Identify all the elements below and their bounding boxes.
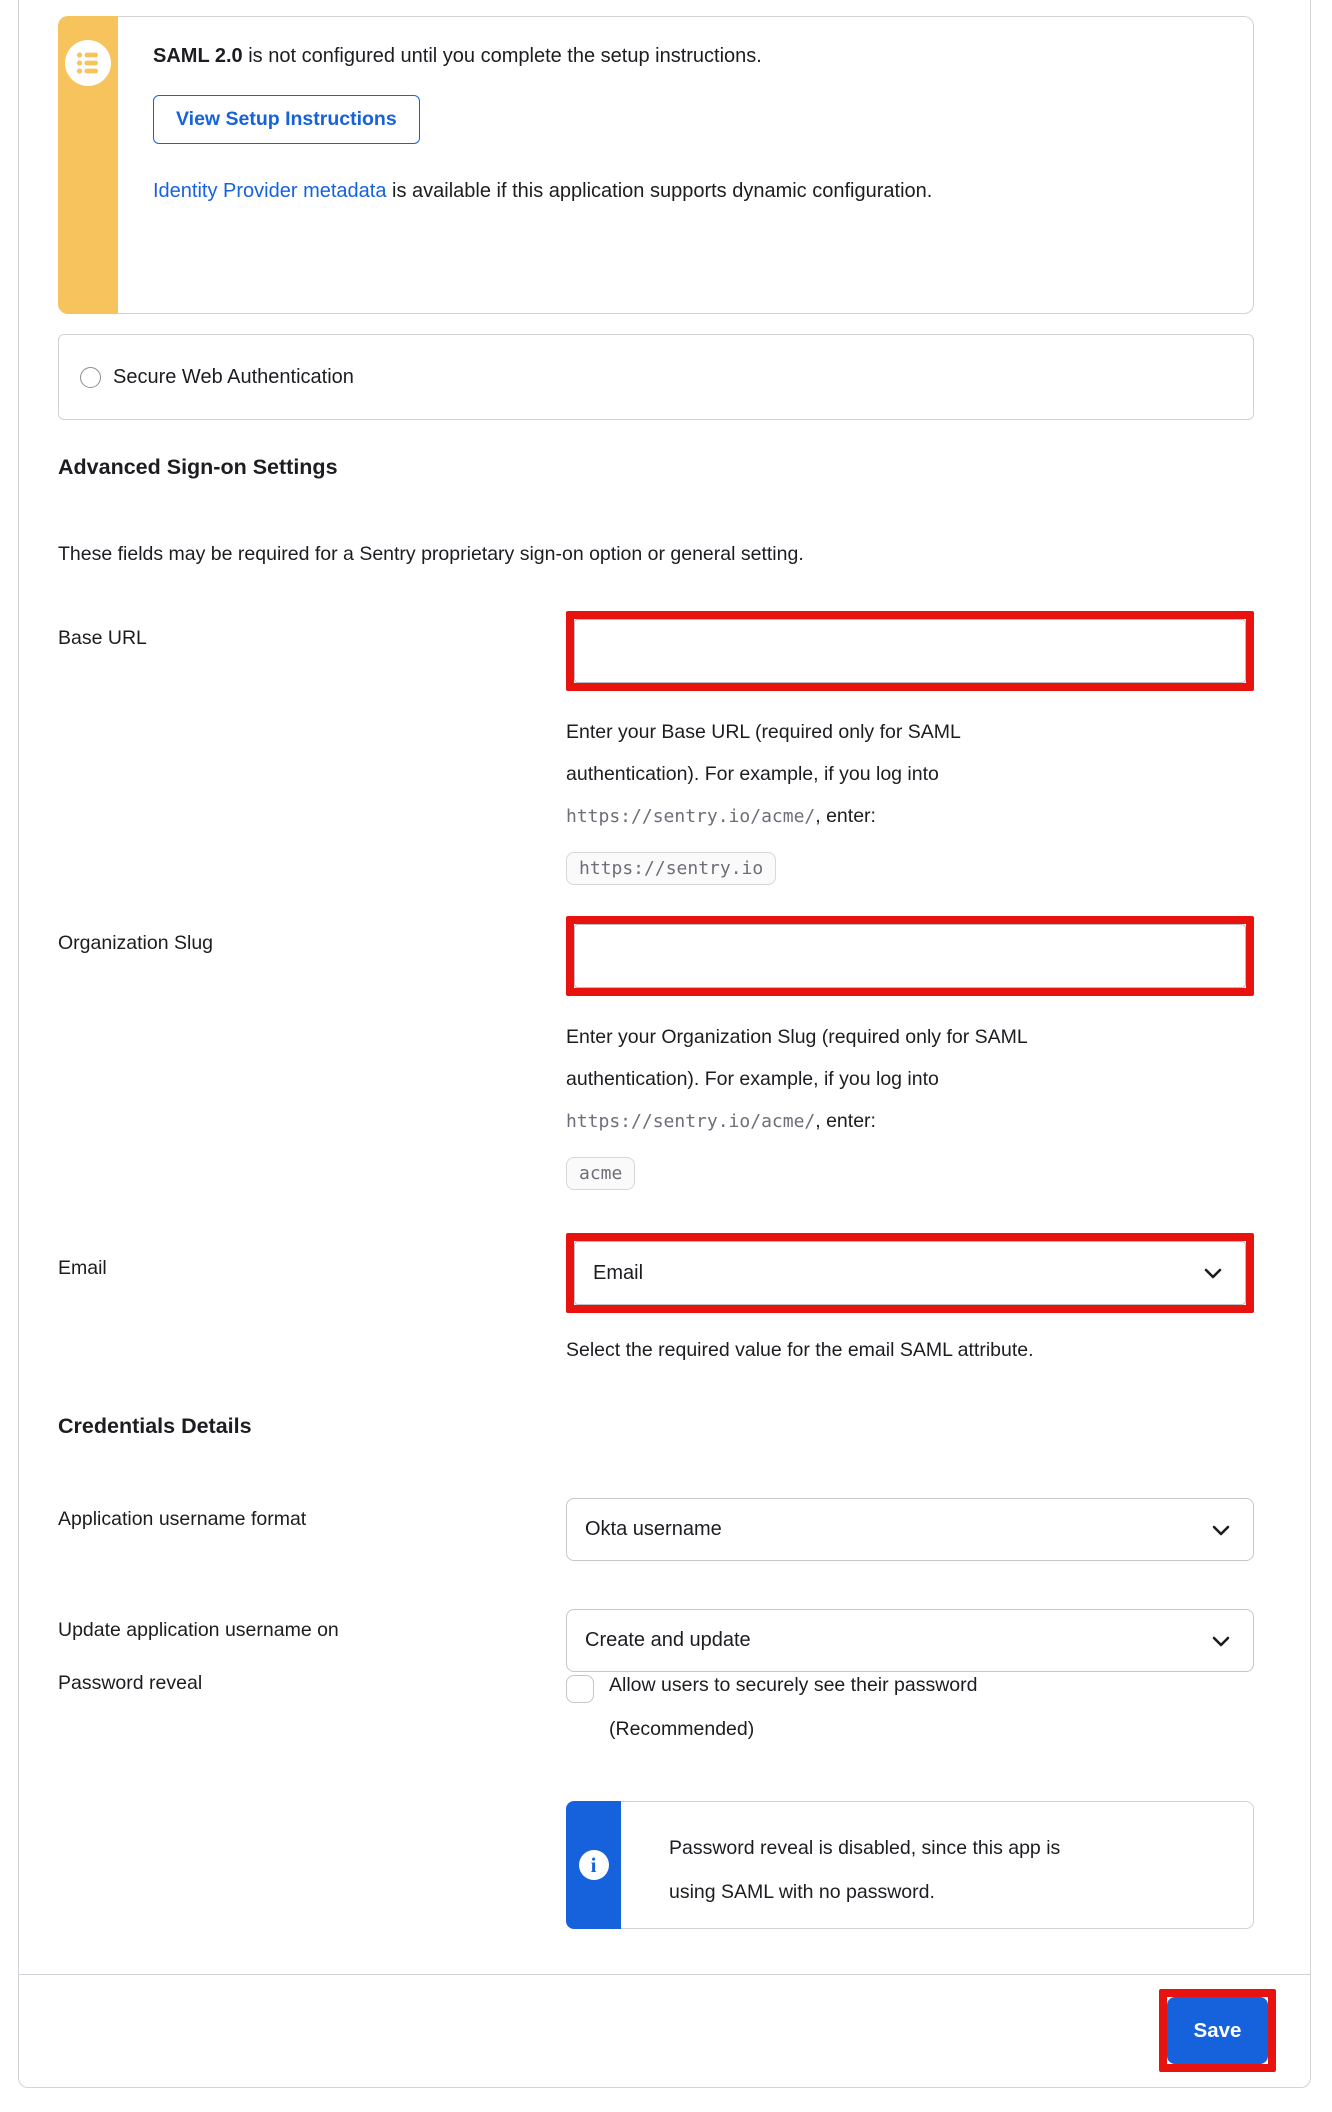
settings-card xyxy=(18,0,1311,2088)
swa-option-box[interactable] xyxy=(58,334,1254,420)
base-url-help-line1: Enter your Base URL (required only for SAML xyxy=(566,721,961,743)
saml-not-configured-callout xyxy=(58,16,1254,314)
password-reveal-text-line1: Allow users to securely see their password xyxy=(609,1674,978,1696)
info-body xyxy=(621,1801,1254,1929)
warning-title-rest: is not configured until you complete the setup instructions. xyxy=(242,45,762,67)
save-button[interactable]: Save xyxy=(1167,1997,1268,2064)
email-select-value: Email xyxy=(593,1261,644,1284)
base-url-input[interactable] xyxy=(574,619,1246,683)
username-format-value: Okta username xyxy=(585,1518,722,1540)
org-slug-control xyxy=(566,916,1254,1190)
org-slug-help-line2: authentication). For example, if you log into xyxy=(566,1068,939,1090)
info-text-line1: Password reveal is disabled, since this app is xyxy=(669,1837,1061,1859)
warning-title-strong: SAML 2.0 xyxy=(153,45,243,67)
password-reveal-label: Password reveal xyxy=(58,1672,203,1694)
password-reveal-text-line2: (Recommended) xyxy=(609,1718,755,1740)
username-format-label: Application username format xyxy=(58,1508,307,1530)
identity-provider-metadata-link[interactable]: Identity Provider metadata xyxy=(153,180,387,202)
org-slug-help-code: https://sentry.io/acme/ xyxy=(566,1111,816,1132)
metadata-text xyxy=(153,170,1133,213)
chevron-down-icon xyxy=(1201,1261,1225,1285)
password-reveal-info-callout xyxy=(566,1801,1254,1929)
info-text-line2: using SAML with no password. xyxy=(669,1881,935,1903)
org-slug-highlight xyxy=(566,916,1254,996)
org-slug-input[interactable] xyxy=(574,924,1246,988)
base-url-label: Base URL xyxy=(58,627,147,649)
swa-radio[interactable] xyxy=(80,367,101,388)
org-slug-help xyxy=(566,1016,1254,1143)
chevron-down-icon xyxy=(1209,1629,1233,1653)
credentials-details-heading: Credentials Details xyxy=(58,1414,252,1438)
info-strip xyxy=(566,1801,621,1929)
chevron-down-icon xyxy=(1209,1518,1233,1542)
password-reveal-checkbox-label xyxy=(609,1663,978,1751)
email-highlight xyxy=(566,1233,1254,1313)
base-url-help-after: , enter: xyxy=(815,805,876,827)
view-setup-instructions-button[interactable]: View Setup Instructions xyxy=(153,95,420,144)
swa-option-label: Secure Web Authentication xyxy=(113,365,354,388)
org-slug-label: Organization Slug xyxy=(58,932,214,954)
bulleted-list-icon xyxy=(65,40,111,86)
password-reveal-row xyxy=(58,1663,1254,1763)
base-url-example-chip: https://sentry.io xyxy=(566,852,776,885)
email-help: Select the required value for the email SAML attribute. xyxy=(566,1339,1034,1361)
email-select[interactable] xyxy=(574,1241,1246,1305)
advanced-settings-heading: Advanced Sign-on Settings xyxy=(58,455,338,479)
form-footer xyxy=(19,1974,1310,2089)
warning-title xyxy=(153,41,1225,71)
password-reveal-checkbox[interactable] xyxy=(566,1675,594,1703)
info-icon: i xyxy=(579,1850,609,1880)
email-label: Email xyxy=(58,1257,107,1279)
metadata-text-rest: is available if this application supports dynamic configuration. xyxy=(386,180,933,202)
base-url-highlight xyxy=(566,611,1254,691)
base-url-help-code: https://sentry.io/acme/ xyxy=(566,806,816,827)
org-slug-help-line1: Enter your Organization Slug (required only for SAML xyxy=(566,1026,1028,1048)
update-username-value: Create and update xyxy=(585,1629,751,1651)
base-url-help xyxy=(566,711,1254,838)
save-button-highlight xyxy=(1159,1989,1276,2072)
base-url-control xyxy=(566,611,1254,885)
username-format-select[interactable] xyxy=(566,1498,1254,1561)
org-slug-help-after: , enter: xyxy=(815,1110,876,1132)
warning-strip xyxy=(58,16,118,314)
update-username-label: Update application username on xyxy=(58,1619,339,1641)
advanced-settings-description: These fields may be required for a Sentry proprietary sign-on option or general setting. xyxy=(58,543,804,565)
warning-body xyxy=(118,16,1254,314)
email-control xyxy=(566,1233,1254,1371)
base-url-help-line2: authentication). For example, if you log into xyxy=(566,763,939,785)
org-slug-example-chip: acme xyxy=(566,1157,635,1190)
username-format-control xyxy=(566,1498,1254,1561)
